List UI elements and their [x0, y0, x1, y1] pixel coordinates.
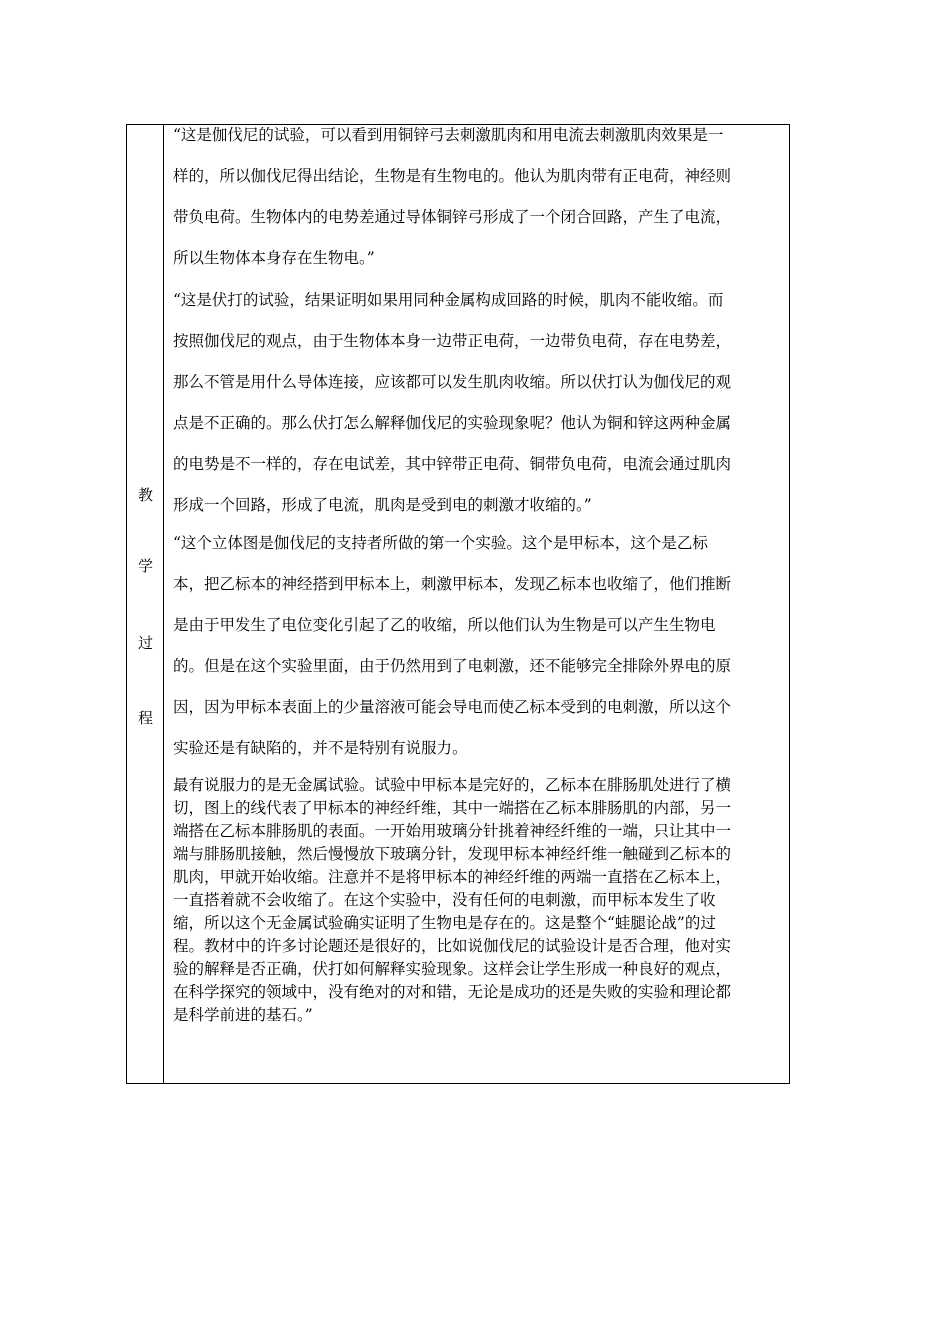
paragraph-supporter-experiment: [173, 523, 781, 769]
text-line: 是科学前进的基石。”: [173, 1006, 313, 1024]
section-label-char: 过: [137, 634, 153, 652]
paragraph-volta-experiment: [173, 280, 781, 526]
text-line: 切，图上的线代表了甲标本的神经纤维，其中一端搭在乙标本腓肠肌的内部，另一: [173, 799, 732, 817]
text-line: 缩，所以这个无金属试验确实证明了生物电是存在的。这是整个“蛙腿论战”的过: [173, 914, 716, 932]
text-line: 实验还是有缺陷的，并不是特别有说服力。: [173, 739, 468, 757]
text-line: 是由于甲发生了电位变化引起了乙的收缩，所以他们认为生物是可以产生生物电: [173, 616, 716, 634]
paragraph-metal-free-experiment: [173, 774, 781, 1027]
text-line: 程。教材中的许多讨论题还是很好的，比如说伽伐尼的试验设计是否合理，他对实: [173, 937, 732, 955]
text-line: 因，因为甲标本表面上的少量溶液可能会导电而使乙标本受到的电刺激，所以这个: [173, 698, 732, 716]
text-line: 在科学探究的领域中，没有绝对的对和错，无论是成功的还是失败的实验和理论都: [173, 983, 732, 1001]
text-line: 端搭在乙标本腓肠肌的表面。一开始用玻璃分针挑着神经纤维的一端，只让其中一: [173, 822, 732, 840]
text-line: 端与腓肠肌接触，然后慢慢放下玻璃分针，发现甲标本神经纤维一触碰到乙标本的: [173, 845, 732, 863]
section-label-char: 程: [137, 709, 153, 727]
section-label-char: 学: [137, 557, 153, 575]
text-line: 带负电荷。生物体内的电势差通过导体铜锌弓形成了一个闭合回路，产生了电流，: [173, 208, 732, 226]
paragraph-galvani-experiment: [173, 115, 781, 279]
text-line: 按照伽伐尼的观点，由于生物体本身一边带正电荷，一边带负电荷，存在电势差，: [173, 332, 732, 350]
text-line: 肌肉，甲就开始收缩。注意并不是将甲标本的神经纤维的两端一直搭在乙标本上，: [173, 868, 732, 886]
text-line: “这个立体图是伽伐尼的支持者所做的第一个实验。这个是甲标本，这个是乙标: [173, 534, 708, 552]
section-label-column: [127, 125, 164, 1083]
lesson-table: [126, 124, 790, 1084]
text-line: 一直搭着就不会收缩了。在这个实验中，没有任何的电刺激，而甲标本发生了收: [173, 891, 716, 909]
text-line: 本，把乙标本的神经搭到甲标本上，刺激甲标本，发现乙标本也收缩了，他们推断: [173, 575, 732, 593]
text-line: “这是伏打的试验，结果证明如果用同种金属构成回路的时候，肌肉不能收缩。而: [173, 291, 724, 309]
text-line: 最有说服力的是无金属试验。试验中甲标本是完好的，乙标本在腓肠肌处进行了横: [173, 776, 732, 794]
text-line: 形成一个回路，形成了电流，肌肉是受到电的刺激才收缩的。”: [173, 496, 592, 514]
text-line: 的电势是不一样的，存在电试差，其中锌带正电荷、铜带负电荷，电流会通过肌肉: [173, 455, 732, 473]
text-line: 点是不正确的。那么伏打怎么解释伽伐尼的实验现象呢？他认为铜和锌这两种金属: [173, 414, 732, 432]
text-line: 样的，所以伽伐尼得出结论，生物是有生物电的。他认为肌肉带有正电荷，神经则: [173, 167, 732, 185]
text-line: 验的解释是否正确，伏打如何解释实验现象。这样会让学生形成一种良好的观点，: [173, 960, 732, 978]
text-line: 所以生物体本身存在生物电。”: [173, 249, 375, 267]
text-line: 那么不管是用什么导体连接，应该都可以发生肌肉收缩。所以伏打认为伽伐尼的观: [173, 373, 732, 391]
text-line: “这是伽伐尼的试验，可以看到用铜锌弓去刺激肌肉和用电流去刺激肌肉效果是一: [173, 126, 724, 144]
text-line: 的。但是在这个实验里面，由于仍然用到了电刺激，还不能够完全排除外界电的原: [173, 657, 732, 675]
section-label-char: 教: [137, 486, 153, 504]
